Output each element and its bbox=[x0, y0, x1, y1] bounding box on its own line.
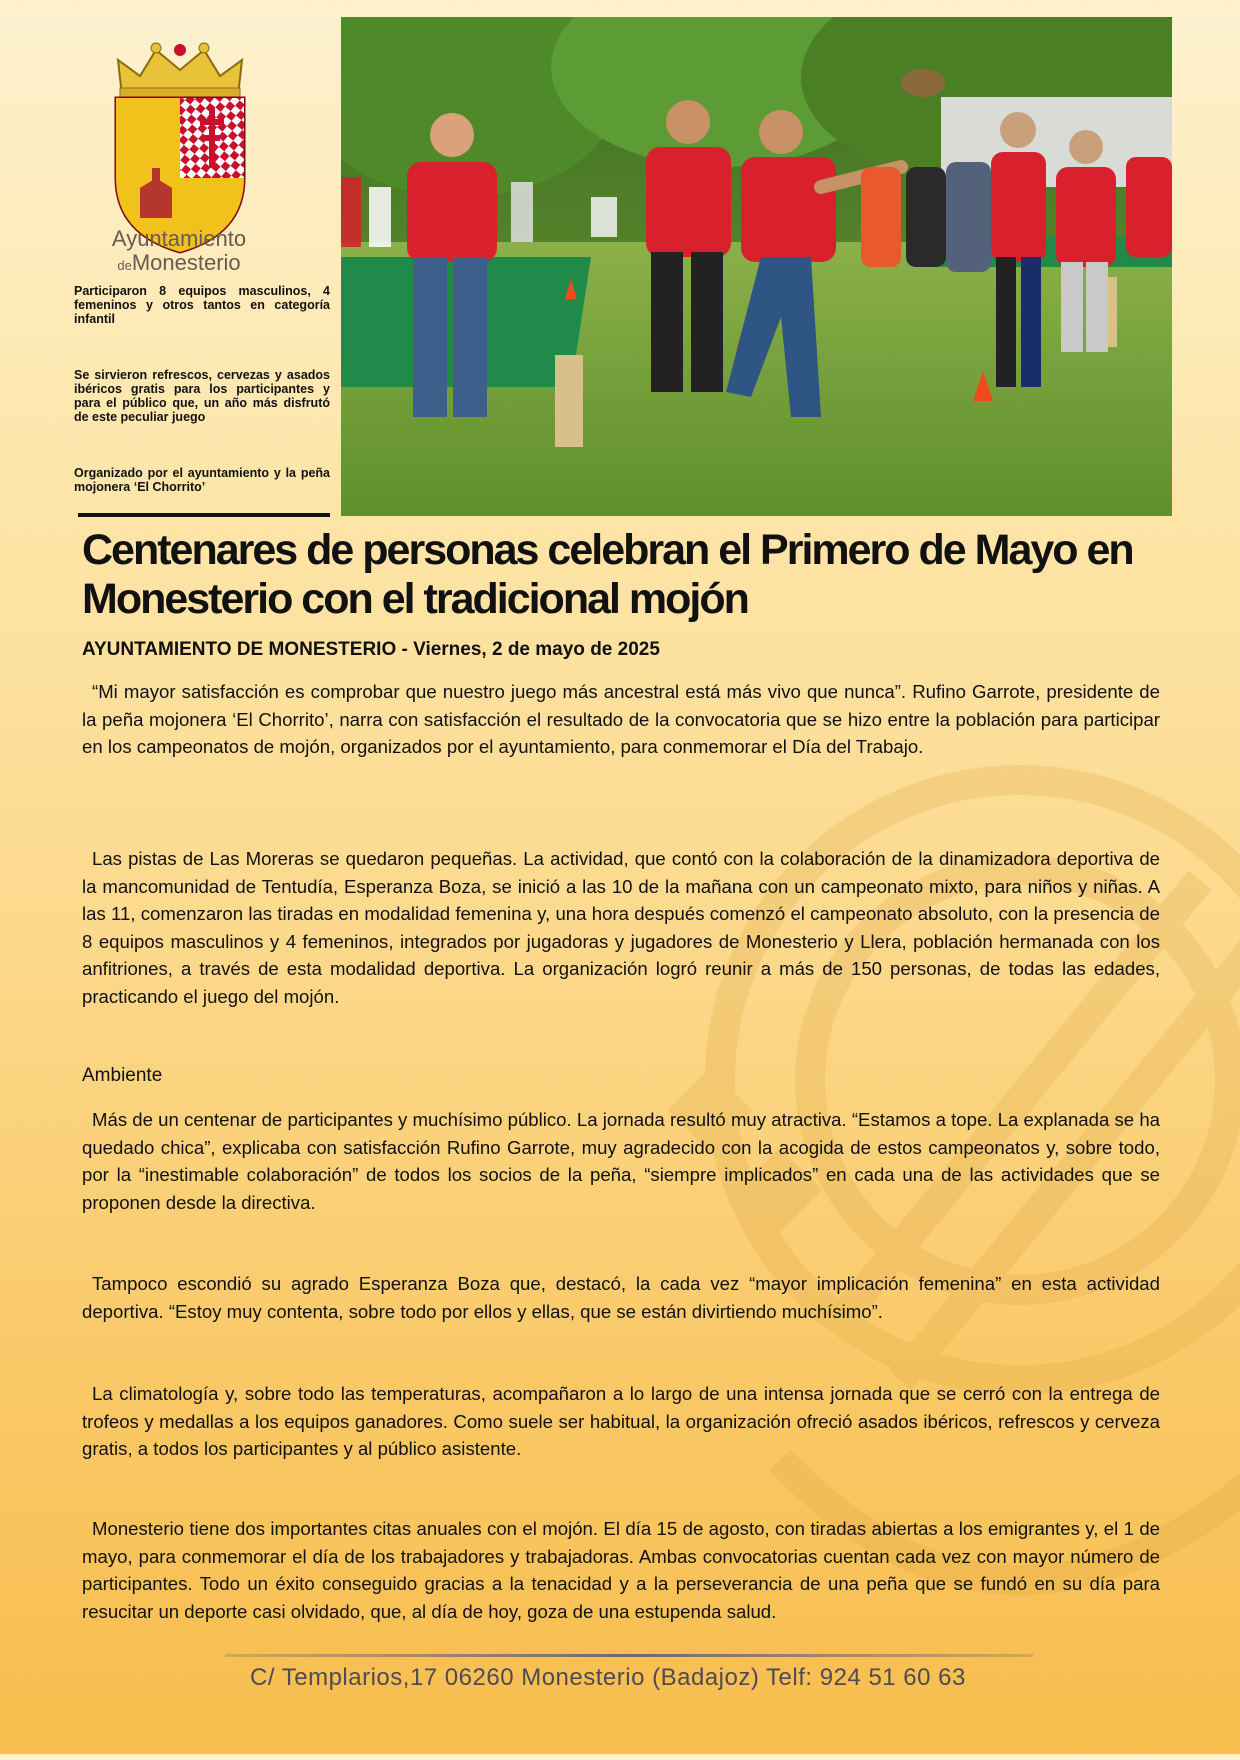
event-photo bbox=[341, 17, 1172, 516]
sidenote-teams: Participaron 8 equipos masculinos, 4 femeninos y otros tantos en categoría infantil bbox=[74, 284, 330, 326]
article-paragraph-6: Monesterio tiene dos importantes citas anuales con el mojón. El día 15 de agosto, con tiradas abiertas a los emigrantes y, el 1 de mayo, para conmemorar el día de los trabajadores y trabajadoras. Ambas convocatorias cuentan cada vez con mayor número de participantes. Todo un éxito conseguido gracias a la tenacidad y a la perseverancia de una peña que se fundó en su día para resucitar un deporte casi olvidado, que, al día de hoy, goza de una estupenda salud. bbox=[82, 1518, 1160, 1622]
article-paragraph-2: Las pistas de Las Moreras se quedaron pequeñas. La actividad, que contó con la colaboración de la dinamizadora deportiva de la mancomunidad de Tentudía, Esperanza Boza, se inició a las 10 de la mañana con un campeonato mixto, para niños y niñas. A las 11, comenzaron las tiradas en modalidad femenina y, una hora después comenzó el campeonato absoluto, con la presencia de 8 equipos masculinos y 4 femeninos, integrados por jugadoras y jugadores de Monesterio y Llera, población hermanada con los anfitriones, a través de esta modalidad deportiva. La organización logró reunir a más de 150 personas, de todas las edades, practicando el juego del mojón. bbox=[82, 848, 1160, 1007]
article-subheading: Ambiente bbox=[82, 1065, 163, 1086]
logo-line1: Ayuntamiento bbox=[111, 226, 247, 251]
article-paragraph-3: Más de un centenar de participantes y muchísimo público. La jornada resultó muy atractiva. “Estamos a tope. La explanada se ha quedado chica”, explicaba con satisfacción Rufino Garrote, muy agradecido con la acogida de estos campeonatos y, sobre todo, por la “inestimable colaboración” de todos los socios de la peña, “siempre implicados” en cada una de las actividades que se proponen desde la directiva. bbox=[82, 1109, 1160, 1213]
article-title: Centenares de personas celebran el Primero de Mayo en Monesterio con el tradicional mojón bbox=[82, 526, 1133, 623]
article-paragraph-1: “Mi mayor satisfacción es comprobar que nuestro juego más ancestral está más vivo que nunca”. Rufino Garrote, presidente de la peña mojonera ‘El Chorrito’, narra con satisfacción el resultado de la convocatoria que se hizo entre la población para participar en los campeonatos de mojón, organizados por el ayuntamiento, para conmemorar el Día del Trabajo. bbox=[82, 681, 1160, 757]
article-paragraph-5: La climatología y, sobre todo las temperaturas, acompañaron a lo largo de una intensa jornada que se cerró con la entrega de trofeos y medallas a los equipos ganadores. Como suele ser habitual, la organización ofreció asados ibéricos, refrescos y cerveza gratis, a todos los participantes y al público asistente. bbox=[82, 1383, 1160, 1459]
logo-prefix: de bbox=[117, 258, 132, 273]
logo-town: Monesterio bbox=[131, 250, 241, 275]
logo-line2 bbox=[74, 252, 284, 274]
footer-divider bbox=[225, 1654, 1033, 1657]
logo-wordmark bbox=[74, 228, 284, 274]
footer-address: C/ Templarios,17 06260 Monesterio (Badajoz) Telf: 924 51 60 63 bbox=[250, 1664, 966, 1691]
sidebar-rule bbox=[78, 513, 330, 517]
article-byline: AYUNTAMIENTO DE MONESTERIO - Viernes, 2 de mayo de 2025 bbox=[82, 639, 660, 660]
sidenote-organizers: Organizado por el ayuntamiento y la peña mojonera ‘El Chorrito’ bbox=[74, 466, 330, 494]
sidenote-refreshments: Se sirvieron refrescos, cervezas y asados ibéricos gratis para los participantes y para el público que, un año más disfrutó de este peculiar juego bbox=[74, 368, 330, 424]
article-paragraph-4: Tampoco escondió su agrado Esperanza Boza que, destacó, la cada vez “mayor implicación femenina” en esta actividad deportiva. “Estoy muy contenta, sobre todo por ellos y ellas, que se están divirtiendo muchísimo”. bbox=[82, 1273, 1160, 1322]
